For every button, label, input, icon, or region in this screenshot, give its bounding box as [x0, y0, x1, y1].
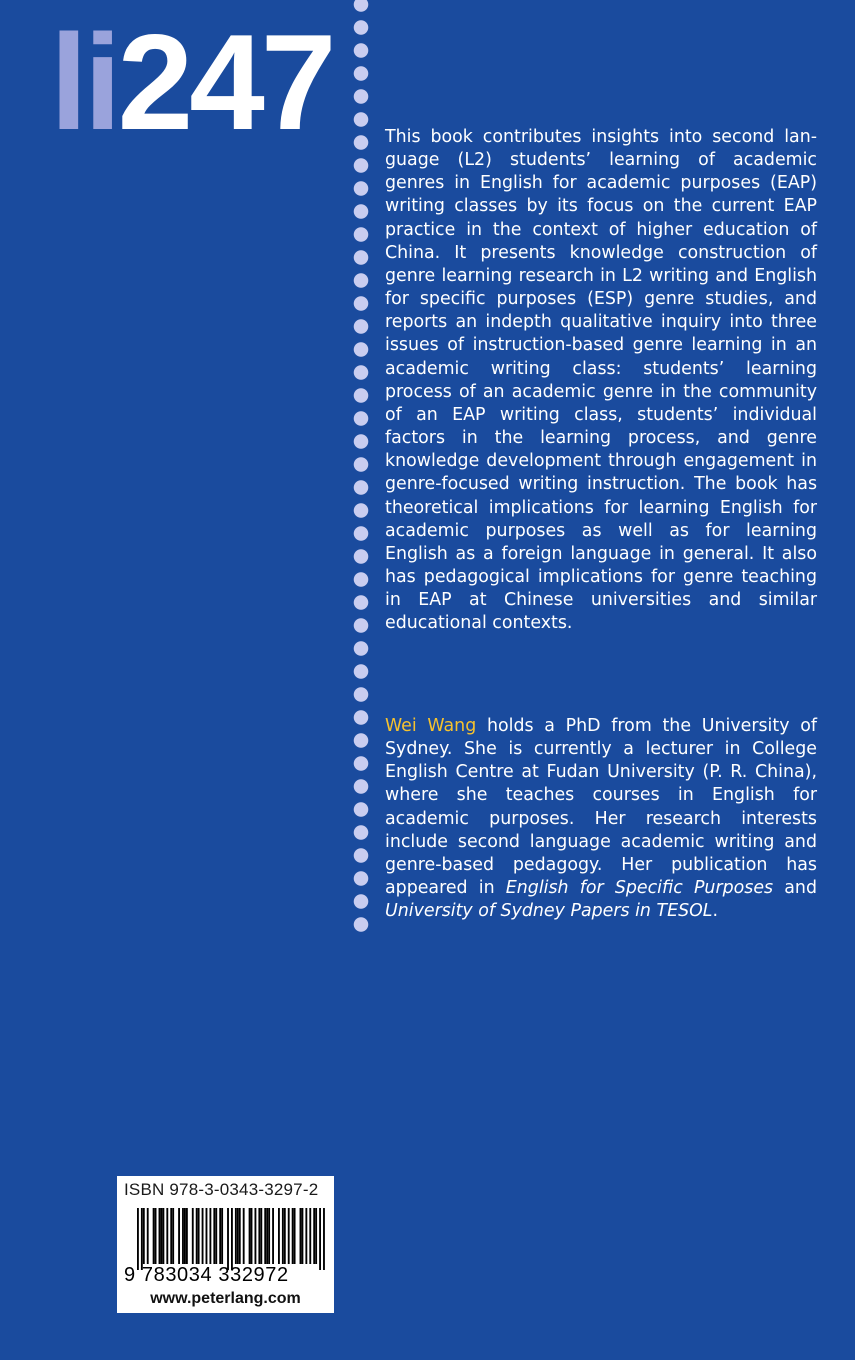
barcode-bar: [186, 1208, 188, 1264]
barcode-bar: [284, 1208, 286, 1264]
barcode-bar: [219, 1208, 221, 1264]
barcode-box: [117, 1176, 334, 1313]
barcode-bar: [182, 1208, 184, 1264]
barcode-bar: [143, 1208, 145, 1264]
barcode-bar: [309, 1208, 311, 1264]
barcode-bar: [258, 1208, 260, 1264]
barcode-bar: [237, 1208, 239, 1264]
barcode-bar: [192, 1208, 194, 1264]
barcode-bar: [166, 1208, 168, 1264]
journal-title-1: English for Specific Purposes: [505, 878, 774, 899]
barcode-bar: [323, 1208, 325, 1270]
barcode-bar: [266, 1208, 268, 1264]
barcode-bar: [255, 1208, 257, 1264]
publisher-url: www.peterlang.com: [150, 1290, 301, 1307]
barcode-bar: [141, 1208, 143, 1270]
barcode-bar: [178, 1208, 180, 1264]
barcode-bar: [161, 1208, 163, 1264]
barcode-bar: [198, 1208, 200, 1264]
isbn-label: ISBN 978-3-0343-3297-2: [124, 1180, 319, 1199]
barcode-bar: [313, 1208, 315, 1264]
barcode-bar: [209, 1208, 211, 1264]
barcode-bar: [215, 1208, 217, 1264]
barcode-bar: [239, 1208, 241, 1264]
series-logo: [50, 6, 333, 158]
barcode-bar: [231, 1208, 233, 1270]
barcode-bar: [147, 1208, 149, 1264]
barcode-bars: [137, 1208, 325, 1270]
barcode-bar: [302, 1208, 304, 1264]
series-logo-prefix: li: [50, 6, 118, 158]
barcode-digits: 9 783034 332972: [124, 1264, 289, 1286]
barcode-bar: [137, 1208, 139, 1270]
barcode-bar: [282, 1208, 284, 1264]
barcode-bar: [319, 1208, 321, 1270]
barcode-bar: [159, 1208, 161, 1264]
barcode-bar: [278, 1208, 280, 1264]
barcode-bar: [170, 1208, 172, 1264]
author-name: Wei Wang: [385, 716, 477, 736]
barcode-bar: [196, 1208, 198, 1264]
author-bio-text-1: holds a PhD from the University of Sydney. She is currently a lecturer in College English Centre at Fudan University (P. R. China), where she teaches courses in English for academic purposes. Her research interests include second language academic writing and genre-based pedagogy. Her publication has appeared in: [385, 716, 817, 899]
author-bio: [385, 715, 817, 923]
author-bio-text-2: and: [773, 878, 817, 899]
barcode-bar: [272, 1208, 274, 1264]
barcode-bar: [155, 1208, 157, 1264]
barcode-bar: [162, 1208, 164, 1264]
barcode-bar: [288, 1208, 290, 1264]
barcode-bar: [264, 1208, 266, 1264]
journal-title-2: University of Sydney Papers in TESOL: [385, 901, 713, 922]
barcode-bar: [294, 1208, 296, 1264]
barcode-bar: [243, 1208, 245, 1264]
barcode-bar: [206, 1208, 208, 1264]
barcode-bar: [213, 1208, 215, 1264]
barcode-bar: [260, 1208, 262, 1264]
barcode-bar: [300, 1208, 302, 1264]
barcode-bar: [227, 1208, 229, 1270]
barcode-bar: [305, 1208, 307, 1264]
barcode-bar: [172, 1208, 174, 1264]
barcode-bar: [184, 1208, 186, 1264]
barcode-bar: [292, 1208, 294, 1264]
barcode-bar: [221, 1208, 223, 1264]
barcode-bar: [235, 1208, 237, 1264]
book-description: This book contributes insights into second language (L2) students’ learning of academic genres in English for academic purposes (EAP) writing classes by its focus on the current EAP practice in the context of higher education of China. It presents knowledge construction of genre learning research in L2 writing and English for specific purposes (ESP) genre studies, and reports an indepth qualitative inquiry into three issues of instruction-based genre learning in an academic writing class: students’ learning process of an academic genre in the community of an EAP writing class, students’ individual factors in the learning process, and genre knowledge development through engagement in genre-focused writing instruction. The book has theoretical implications for learning English for academic purposes as well as for learning English as a foreign language in general. It also has pedagogical implications for genre teaching in EAP at Chinese universities and similar educational contexts.: [385, 127, 817, 634]
barcode-bar: [249, 1208, 251, 1264]
decorative-dot-column: [352, 0, 370, 940]
barcode-bar: [315, 1208, 317, 1264]
barcode-bar: [251, 1208, 253, 1264]
barcode-bar: [268, 1208, 270, 1264]
barcode-bar: [202, 1208, 204, 1264]
barcode-bar: [153, 1208, 155, 1264]
author-bio-text-3: .: [712, 901, 719, 922]
series-logo-number: 247: [117, 6, 333, 158]
